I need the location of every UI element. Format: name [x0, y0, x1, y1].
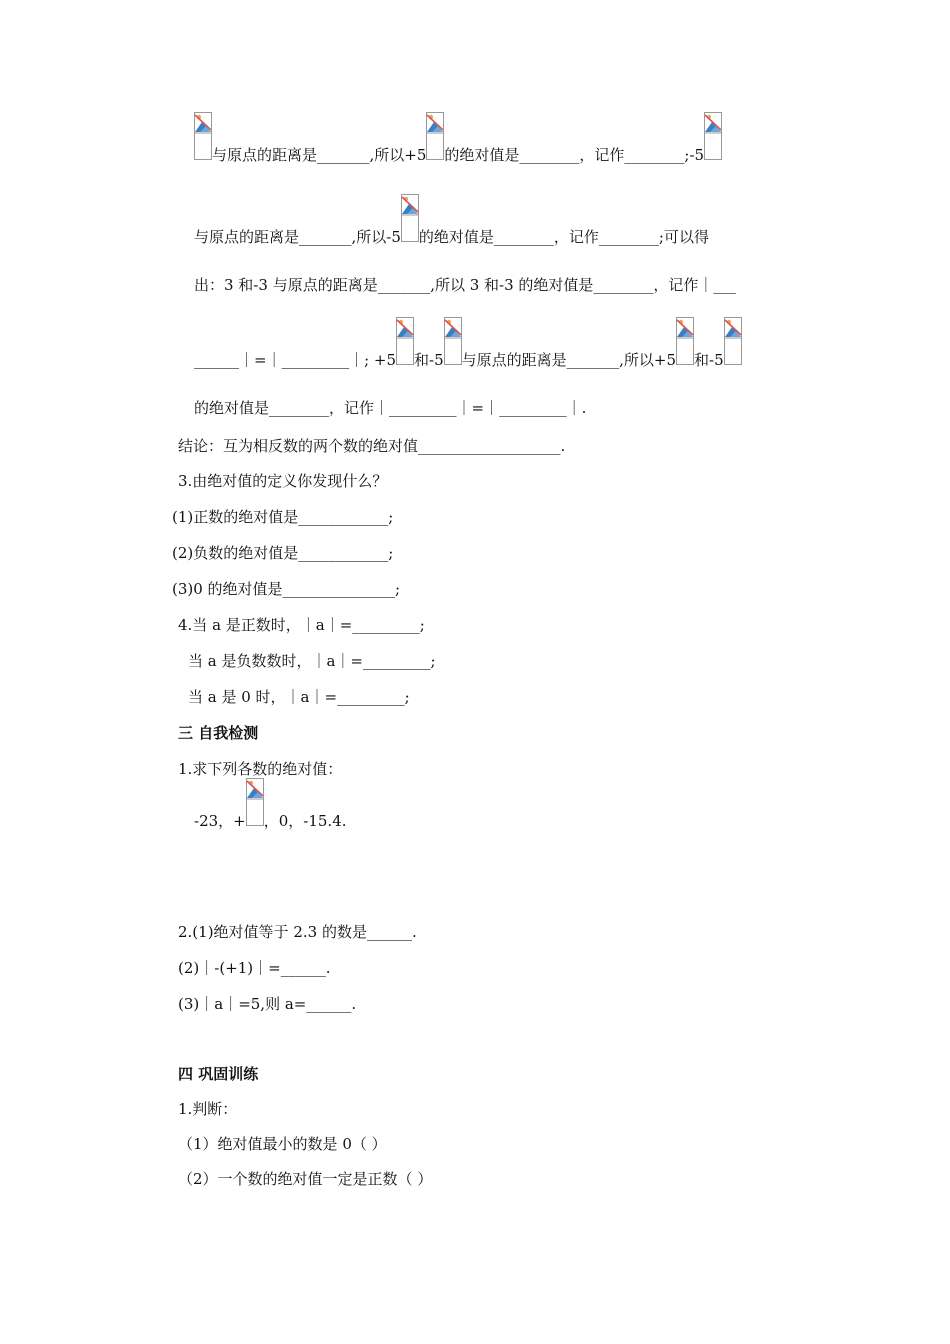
para-line-3: 出：3 和-3 与原点的距离是_______,所以 3 和-3 的绝对值是________，记作｜___ — [194, 276, 736, 294]
text-segment: 的绝对值是________，记作________;-5 — [444, 146, 705, 164]
s3-q2-item-2: (2)｜-(+1)｜=______. — [178, 959, 331, 977]
image-placeholder-icon — [724, 317, 742, 365]
q3-item-2: (2)负数的绝对值是____________; — [172, 544, 394, 562]
image-placeholder-icon — [676, 317, 694, 365]
q3-title: 3.由绝对值的定义你发现什么？ — [178, 472, 388, 490]
q3-item-1: (1)正数的绝对值是____________; — [172, 508, 394, 526]
s3-q2-item-3: (3)｜a｜=5,则 a=______. — [178, 995, 357, 1013]
text-segment: ______｜=｜_________｜; +5 — [194, 351, 397, 369]
text-segment: 的绝对值是________，记作________;可以得 — [418, 228, 709, 246]
q4-item-2: 当 a 是负数数时，｜a｜=_________; — [188, 652, 436, 670]
image-placeholder-icon — [246, 778, 264, 826]
s4-q1-title: 1.判断： — [178, 1100, 238, 1118]
para-line-5: 的绝对值是________，记作｜_________｜=｜_________｜. — [194, 399, 587, 417]
text-segment: 与原点的距离是_______,所以+5 — [212, 146, 427, 164]
s4-item-1: （1）绝对值最小的数是 0（ ） — [178, 1135, 387, 1153]
para-line-4 — [194, 345, 742, 370]
image-placeholder-icon — [396, 317, 414, 365]
s3-q1-title: 1.求下列各数的绝对值： — [178, 760, 343, 778]
text-segment: ，0，-15.4. — [263, 812, 347, 830]
section-4-heading: 四 巩固训练 — [178, 1065, 259, 1083]
text-segment: 与原点的距离是_______,所以+5 — [461, 351, 677, 369]
image-placeholder-icon — [704, 112, 722, 160]
q3-item-3: (3)0 的绝对值是_______________; — [172, 580, 401, 598]
image-placeholder-icon — [426, 112, 444, 160]
q4-item-1: 4.当 a 是正数时，｜a｜=_________; — [178, 616, 425, 634]
section-3-heading: 三 自我检测 — [178, 724, 259, 742]
s4-item-2: （2）一个数的绝对值一定是正数（ ） — [178, 1170, 433, 1188]
s3-q2-item-1: 2.(1)绝对值等于 2.3 的数是______. — [178, 923, 417, 941]
para-line-2 — [194, 222, 709, 247]
image-placeholder-icon — [194, 112, 212, 160]
image-placeholder-icon — [444, 317, 462, 365]
text-segment: 和-5 — [694, 351, 724, 369]
para-line-1 — [194, 140, 722, 165]
image-placeholder-icon — [401, 194, 419, 242]
text-segment: 与原点的距离是_______,所以-5 — [194, 228, 401, 246]
conclusion: 结论：互为相反数的两个数的绝对值___________________. — [178, 437, 566, 455]
text-segment: -23，+ — [194, 812, 246, 830]
q4-item-3: 当 a 是 0 时，｜a｜=_________; — [188, 688, 410, 706]
text-segment: 和-5 — [414, 351, 444, 369]
s3-q1-numbers — [194, 806, 347, 831]
